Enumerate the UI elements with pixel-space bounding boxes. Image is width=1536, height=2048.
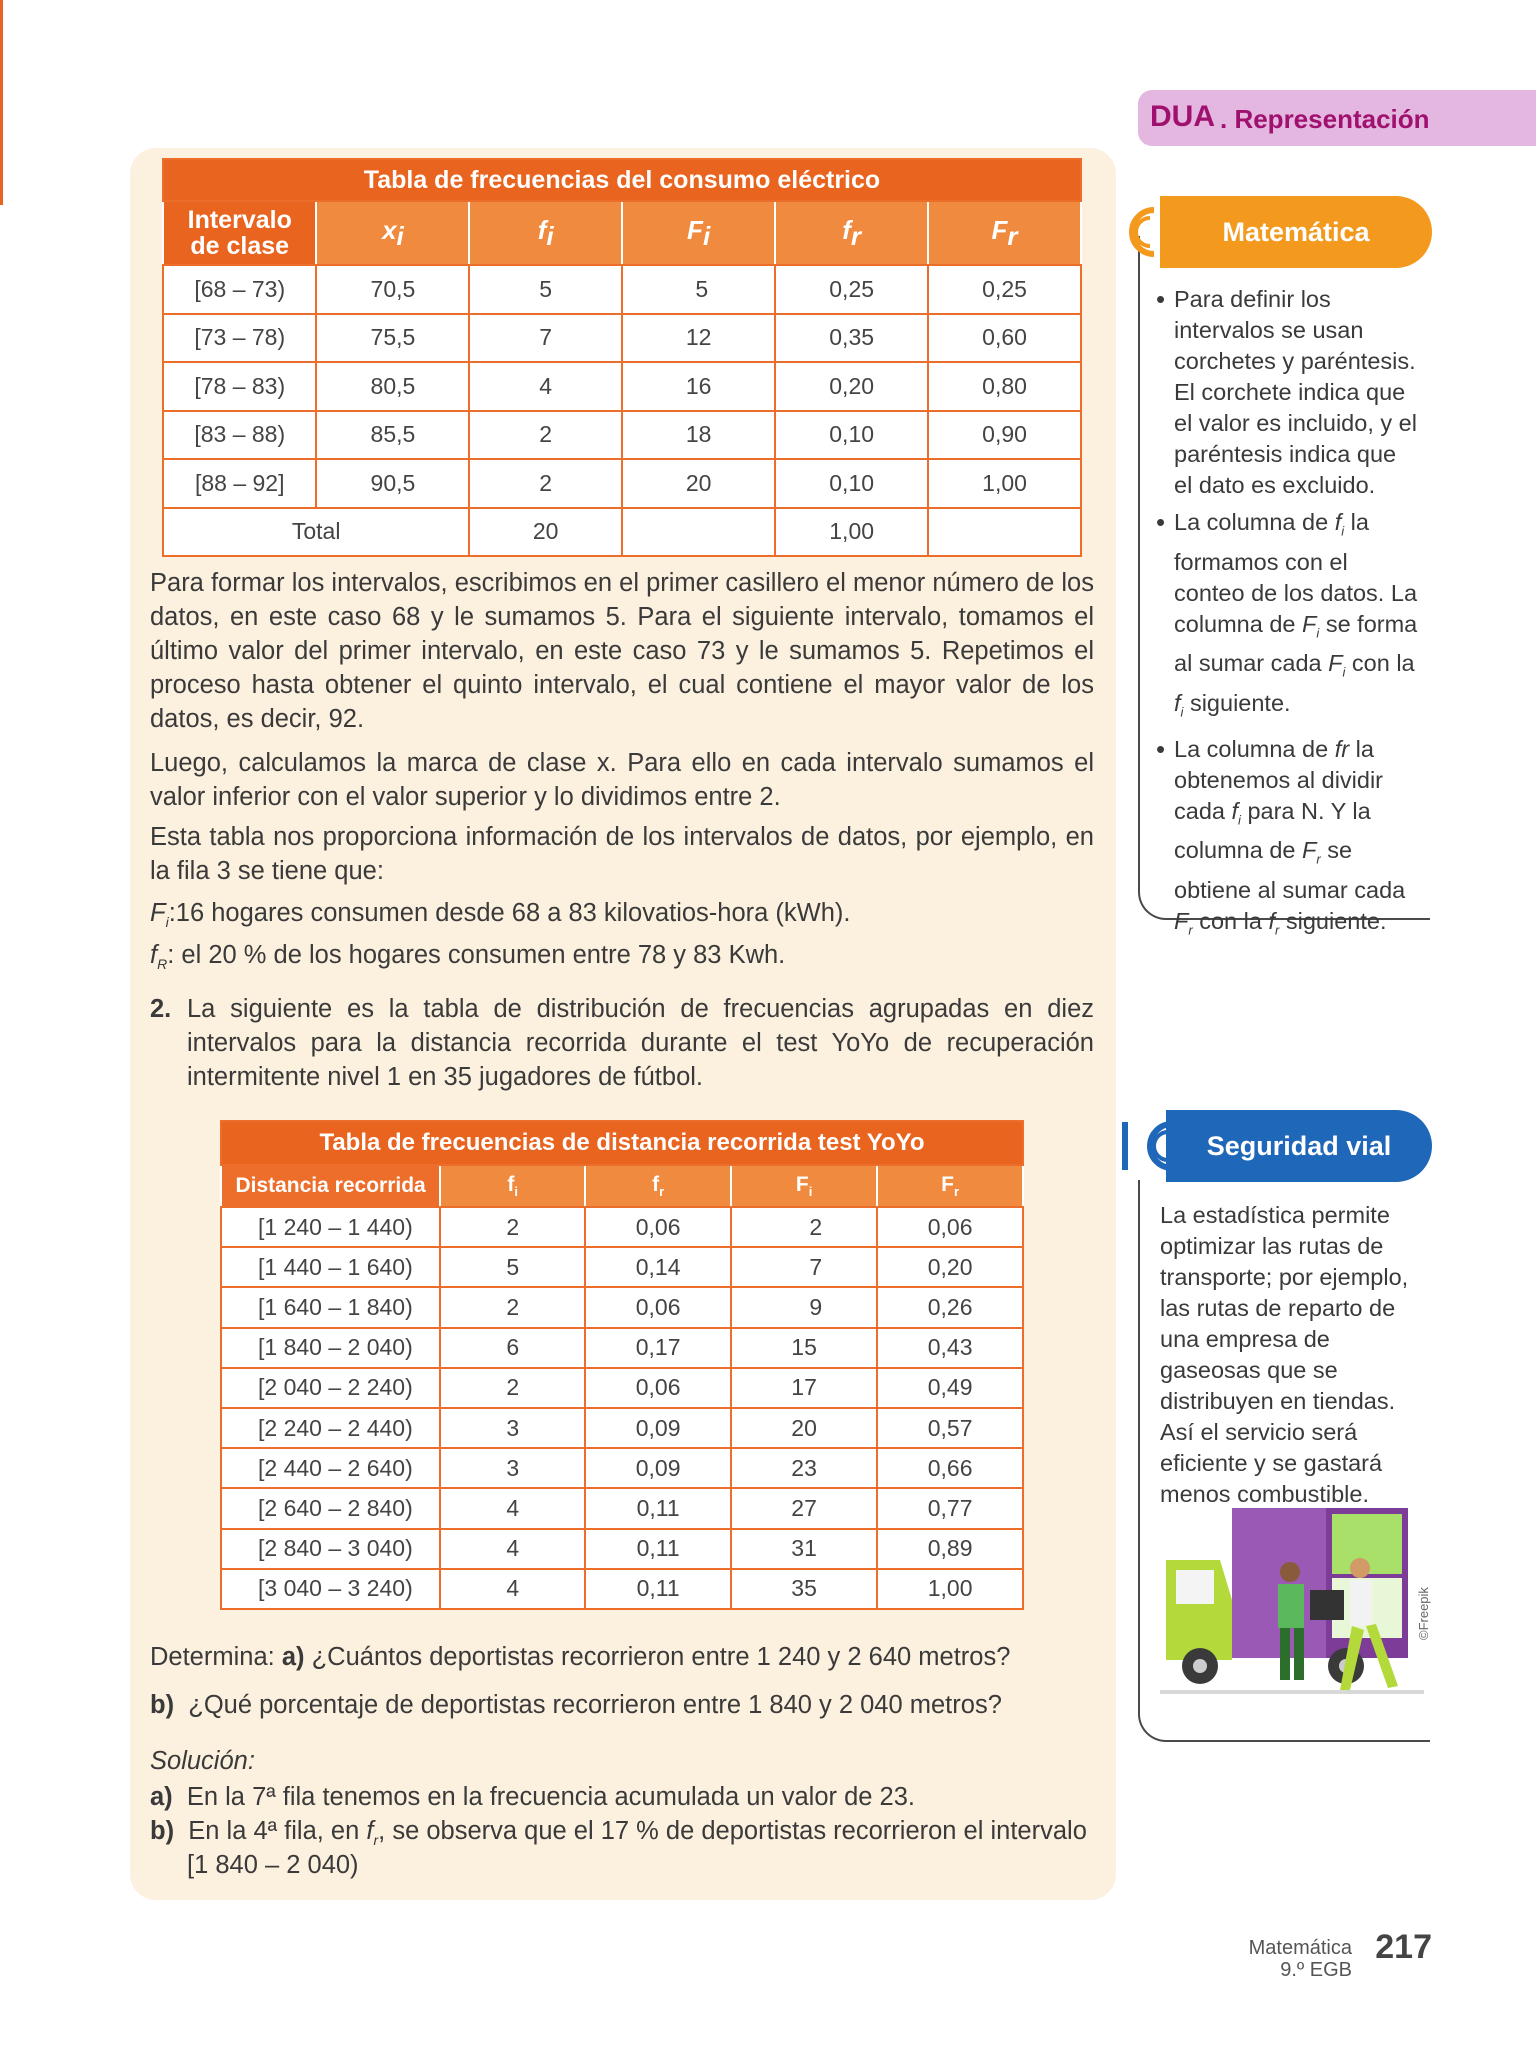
table2-header-fr: $f_r$ <box>585 1165 731 1207</box>
table-cell: [1 240 – 1 440) <box>221 1207 440 1247</box>
table1-header-interval: Intervalo de clase <box>163 201 316 265</box>
table-cell: [2 440 – 2 640) <box>221 1448 440 1488</box>
table-total-fr: 1,00 <box>775 508 928 557</box>
table-cell: 4 <box>469 362 622 411</box>
table-cell: 0,89 <box>877 1529 1023 1569</box>
freepik-credit: ©Freepik <box>1416 1587 1431 1640</box>
table-cell: 0,35 <box>775 314 928 363</box>
table1-header-Fr: $F_r$ <box>928 201 1081 265</box>
table-cell: 0,11 <box>585 1488 731 1528</box>
table-cell: 0,90 <box>928 411 1081 460</box>
matematica-bullets <box>1156 284 1418 952</box>
table-row <box>221 1448 1023 1488</box>
table-cell: 31 <box>731 1529 877 1569</box>
yoyo-distance-frequency-table <box>220 1120 1024 1610</box>
table-cell: 23 <box>731 1448 877 1488</box>
table-cell: [3 040 – 3 240) <box>221 1569 440 1609</box>
table-cell: 2 <box>469 459 622 508</box>
table-cell: 20 <box>731 1408 877 1448</box>
intervals-explanation-paragraph: Para formar los intervalos, escribimos en el primer casillero el menor número de los datos, en este caso 68 y le sumamos 5. Para el siguiente intervalo, tomamos el último valor del primer intervalo, en este caso 73 y le sumamos 5. Repetimos el proceso hasta obtener el quinto intervalo, el cual contiene el mayor valor de los datos, es decir, 92. <box>150 569 1094 733</box>
table-cell: 0,25 <box>775 265 928 314</box>
table-row <box>163 411 1081 460</box>
table-row <box>163 362 1081 411</box>
table-cell: 4 <box>440 1569 585 1609</box>
table-cell: 7 <box>469 314 622 363</box>
table-cell: [2 040 – 2 240) <box>221 1368 440 1408</box>
table2-header-fi: $f_i$ <box>440 1165 585 1207</box>
table-cell: [73 – 78) <box>163 314 316 363</box>
table-cell: 80,5 <box>316 362 469 411</box>
table-cell: 0,43 <box>877 1328 1023 1368</box>
table-cell: 2 <box>469 411 622 460</box>
table-cell: 16 <box>622 362 775 411</box>
table-cell: 0,09 <box>585 1408 731 1448</box>
table1-header-x: $x_i$ <box>316 201 469 265</box>
table-row <box>163 459 1081 508</box>
table-cell: 20 <box>622 459 775 508</box>
dua-label: DUA <box>1150 100 1215 133</box>
table-row <box>221 1529 1023 1569</box>
table-cell: 0,09 <box>585 1448 731 1488</box>
table-cell: 4 <box>440 1529 585 1569</box>
table-cell: 3 <box>440 1448 585 1488</box>
table-cell: 1,00 <box>877 1569 1023 1609</box>
question-b: b) ¿Qué porcentaje de deportistas recorrieron entre 1 840 y 2 040 metros? <box>150 1691 1002 1719</box>
electric-consumption-frequency-table <box>162 158 1082 557</box>
table-cell: 9 <box>731 1287 877 1327</box>
table-row <box>221 1569 1023 1609</box>
table2-title: Tabla de frecuencias de distancia recorrida test YoYo <box>221 1121 1023 1165</box>
table-cell: 5 <box>469 265 622 314</box>
table-cell: [1 840 – 2 040) <box>221 1328 440 1368</box>
table1-title: Tabla de frecuencias del consumo eléctrico <box>163 159 1081 201</box>
seguridad-text: La estadística permite optimizar las rutas de transporte; por ejemplo, las rutas de reparto de una empresa de gaseosas que se distribuyen en tiendas. Así el servicio será eficiente y se gastará menos combustible. <box>1160 1202 1409 1507</box>
table-cell: 0,06 <box>585 1287 731 1327</box>
table-cell: 35 <box>731 1569 877 1609</box>
table-row <box>221 1247 1023 1287</box>
table-cell: 7 <box>731 1247 877 1287</box>
table-cell: 0,57 <box>877 1408 1023 1448</box>
page-number: 217 <box>1375 1928 1432 1966</box>
table-cell: 0,77 <box>877 1488 1023 1528</box>
table-cell: 4 <box>440 1488 585 1528</box>
item-2-text: La siguiente es la tabla de distribución de frecuencias agrupadas en diez intervalos para la distancia recorrida durante el test YoYo de recuperación intermitente nivel 1 en 35 jugadores de fútbol. <box>187 995 1094 1091</box>
table1-header-fr: $f_r$ <box>775 201 928 265</box>
table-cell: 75,5 <box>316 314 469 363</box>
table-cell: [2 840 – 3 040) <box>221 1529 440 1569</box>
solution-b: b) En la 4ª fila, en $f_r$, se observa que el 17 % de deportistas recorrieron el intervalo <box>150 1817 1087 1849</box>
table-cell: 85,5 <box>316 411 469 460</box>
table1-header-Fi: $F_i$ <box>622 201 775 265</box>
table-cell: 3 <box>440 1408 585 1448</box>
table-cell: 0,11 <box>585 1569 731 1609</box>
table-cell: 70,5 <box>316 265 469 314</box>
matematica-bullet-1: • Para definir los intervalos se usan corchetes y paréntesis. El corchete indica que el valor es incluido, y el paréntesis indica que el dato es excluido. <box>1156 284 1418 501</box>
table-cell: 6 <box>440 1328 585 1368</box>
table-row <box>221 1207 1023 1247</box>
matematica-bullet-2: • La columna de $f_i$ la formamos con el conteo de los datos. La columna de $F_i$ se forma al sumar cada $F_i$ con la $f_i$ siguiente. <box>1156 507 1418 728</box>
table-cell: [83 – 88) <box>163 411 316 460</box>
solution-a: a) En la 7ª fila tenemos en la frecuencia acumulada un valor de 23. <box>150 1783 915 1811</box>
table-cell: 0,20 <box>877 1247 1023 1287</box>
table-info-paragraph: Esta tabla nos proporciona información de los intervalos de datos, por ejemplo, en la fila 3 se tiene que: <box>150 823 1094 885</box>
table-cell: 0,10 <box>775 459 928 508</box>
table-cell: 1,00 <box>928 459 1081 508</box>
table1-header-fi: $f_i$ <box>469 201 622 265</box>
table-total-fi: 20 <box>469 508 622 557</box>
table-row <box>221 1287 1023 1327</box>
delivery-truck-illustration <box>1160 1500 1424 1706</box>
table-cell: 0,06 <box>877 1207 1023 1247</box>
table-cell <box>928 508 1081 557</box>
table-total-row <box>163 508 1081 557</box>
table-row <box>221 1408 1023 1448</box>
table-row <box>221 1368 1023 1408</box>
table-total-label: Total <box>163 508 469 557</box>
seguridad-card-title: Seguridad vial <box>1166 1110 1432 1182</box>
table-row <box>221 1488 1023 1528</box>
table-cell: 15 <box>731 1328 877 1368</box>
table-cell: 0,20 <box>775 362 928 411</box>
table-cell: 0,10 <box>775 411 928 460</box>
table-cell: [68 – 73) <box>163 265 316 314</box>
table-cell: 0,14 <box>585 1247 731 1287</box>
table-cell: 0,60 <box>928 314 1081 363</box>
table-cell: 0,06 <box>585 1207 731 1247</box>
table2-header-Fr: $F_r$ <box>877 1165 1023 1207</box>
table-cell: 0,80 <box>928 362 1081 411</box>
table-cell: [78 – 83) <box>163 362 316 411</box>
table-cell: [1 440 – 1 640) <box>221 1247 440 1287</box>
table-cell: 0,66 <box>877 1448 1023 1488</box>
table-cell: 0,49 <box>877 1368 1023 1408</box>
table-row <box>163 314 1081 363</box>
table-cell: 27 <box>731 1488 877 1528</box>
table-cell: 90,5 <box>316 459 469 508</box>
table-cell: 0,17 <box>585 1328 731 1368</box>
table2-header-distance: Distancia recorrida <box>221 1165 440 1207</box>
table-cell: 0,26 <box>877 1287 1023 1327</box>
table-cell: [2 240 – 2 440) <box>221 1408 440 1448</box>
matematica-card-title: Matemática <box>1160 196 1432 268</box>
solution-b-interval: [1 840 – 2 040) <box>187 1851 359 1879</box>
solution-heading: Solución: <box>150 1747 255 1775</box>
table-cell: 2 <box>440 1368 585 1408</box>
dua-banner <box>1138 90 1536 146</box>
table-cell: 12 <box>622 314 775 363</box>
table-row <box>221 1328 1023 1368</box>
table-cell: 17 <box>731 1368 877 1408</box>
fr-interpretation-line: $f_R$: el 20 % de los hogares consumen entre 78 y 83 Kwh. <box>150 941 786 973</box>
table-cell: [88 – 92] <box>163 459 316 508</box>
table-cell <box>622 508 775 557</box>
table2-header-Fi: $F_i$ <box>731 1165 877 1207</box>
class-mark-paragraph: Luego, calculamos la marca de clase x. Para ello en cada intervalo sumamos el valor inferior con el valor superior y lo dividimos entre 2. <box>150 749 1094 811</box>
Fi-interpretation-line: $F_i:16$ hogares consumen desde 68 a 83 kilovatios-hora (kWh). <box>150 899 851 931</box>
table-cell: 2 <box>440 1207 585 1247</box>
matematica-bullet-3: • La columna de fr la obtenemos al dividir cada $f_i$ para N. Y la columna de $F_r$ se obtiene al sumar cada $F_r$ con la $f_r$ siguiente. <box>1156 734 1418 946</box>
page-edge-line <box>0 0 3 205</box>
footer-subject: Matemática 9.º EGB <box>1248 1937 1352 1981</box>
table-cell: 0,06 <box>585 1368 731 1408</box>
table-cell: 2 <box>731 1207 877 1247</box>
table-cell: [1 640 – 1 840) <box>221 1287 440 1327</box>
question-a: Determina: a) ¿Cuántos deportistas recorrieron entre 1 240 y 2 640 metros? <box>150 1643 1011 1671</box>
table-cell: [2 640 – 2 840) <box>221 1488 440 1528</box>
table-cell: 5 <box>622 265 775 314</box>
table-cell: 0,25 <box>928 265 1081 314</box>
table-cell: 2 <box>440 1287 585 1327</box>
matematica-c-logo-icon <box>1120 196 1160 268</box>
table-row <box>163 265 1081 314</box>
table-cell: 0,11 <box>585 1529 731 1569</box>
item-2-number: 2. <box>150 995 172 1023</box>
table-cell: 5 <box>440 1247 585 1287</box>
table-cell: 18 <box>622 411 775 460</box>
dua-representation-label: . Representación <box>1220 104 1430 134</box>
